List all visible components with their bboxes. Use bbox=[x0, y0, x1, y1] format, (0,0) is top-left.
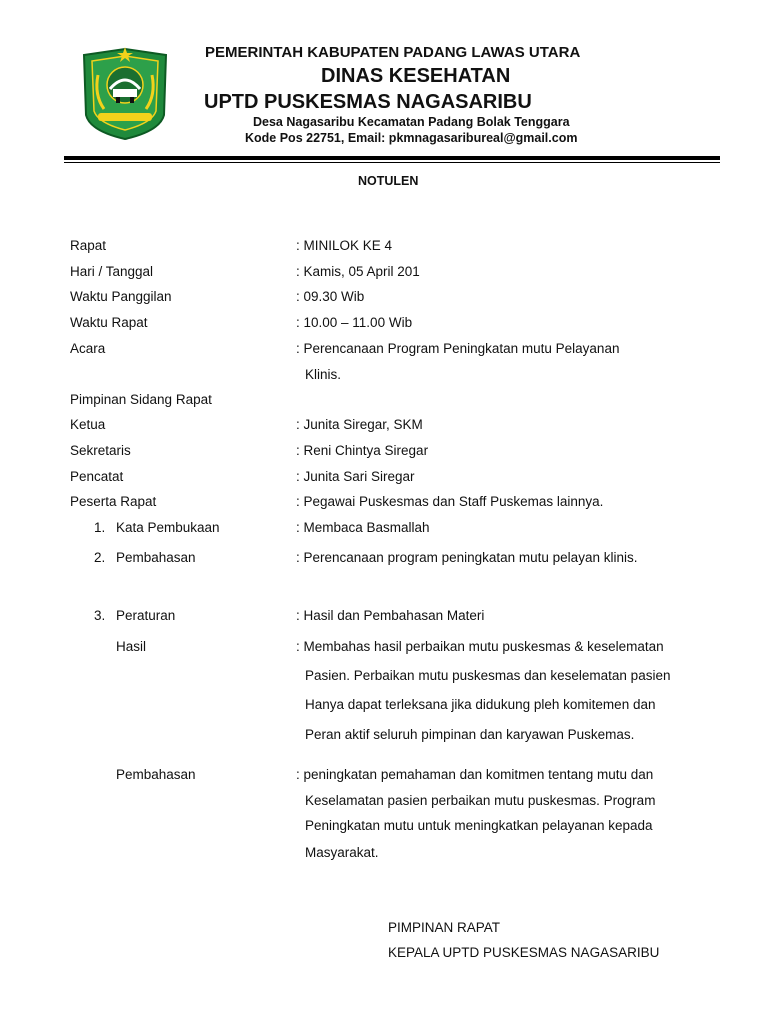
field-label-panggilan: Waktu Panggilan bbox=[70, 289, 172, 304]
pembahasan-line-1: : peningkatan pemahaman dan komitmen tentang mutu dan bbox=[296, 767, 654, 782]
field-label-pimpinan: Pimpinan Sidang Rapat bbox=[70, 392, 212, 407]
regency-logo bbox=[80, 45, 170, 141]
field-value-acara: : Perencanaan Program Peningkatan mutu Pelayanan bbox=[296, 341, 620, 356]
header-agency: DINAS KESEHATAN bbox=[321, 65, 511, 87]
field-label-pencatat: Pencatat bbox=[70, 469, 124, 484]
header-unit: UPTD PUSKESMAS NAGASARIBU bbox=[204, 91, 532, 113]
document-title: NOTULEN bbox=[358, 174, 419, 188]
signature-position: KEPALA UPTD PUSKESMAS NAGASARIBU bbox=[388, 945, 660, 960]
field-value-panggilan: : 09.30 Wib bbox=[296, 289, 365, 304]
hasil-line-1: : Membahas hasil perbaikan mutu puskesmas & keselematan bbox=[296, 639, 664, 654]
hasil-line-2: Pasien. Perbaikan mutu puskesmas dan keselematan pasien bbox=[305, 668, 671, 683]
item-number-3: 3. bbox=[94, 608, 106, 623]
item-label-1: Kata Pembukaan bbox=[116, 520, 220, 535]
field-value-rapat: : MINILOK KE 4 bbox=[296, 238, 393, 253]
field-label-acara: Acara bbox=[70, 341, 106, 356]
item-value-2: : Perencanaan program peningkatan mutu pelayan klinis. bbox=[296, 550, 638, 565]
field-value-tanggal: : Kamis, 05 April 201 bbox=[296, 264, 420, 279]
item-value-1: : Membaca Basmallah bbox=[296, 520, 430, 535]
item-value-3: : Hasil dan Pembahasan Materi bbox=[296, 608, 485, 623]
header-government: PEMERINTAH KABUPATEN PADANG LAWAS UTARA bbox=[205, 44, 581, 61]
header-divider-thin bbox=[64, 162, 720, 163]
field-value-sekretaris: : Reni Chintya Siregar bbox=[296, 443, 429, 458]
item-number-2: 2. bbox=[94, 550, 106, 565]
field-label-peserta: Peserta Rapat bbox=[70, 494, 157, 509]
item-number-1: 1. bbox=[94, 520, 106, 535]
pembahasan-line-2: Keselamatan pasien perbaikan mutu puskesmas. Program bbox=[305, 793, 656, 808]
hasil-line-4: Peran aktif seluruh pimpinan dan karyawan Puskemas. bbox=[305, 727, 635, 742]
field-value-ketua: : Junita Siregar, SKM bbox=[296, 417, 423, 432]
header-address: Desa Nagasaribu Kecamatan Padang Bolak Tenggara bbox=[253, 115, 570, 129]
item-label-2: Pembahasan bbox=[116, 550, 196, 565]
header-contact: Kode Pos 22751, Email: pkmnagasaribureal@gmail.com bbox=[245, 131, 578, 145]
field-value-acara-cont: Klinis. bbox=[305, 367, 342, 382]
pembahasan-label: Pembahasan bbox=[116, 767, 196, 782]
field-value-waktu: : 10.00 – 11.00 Wib bbox=[296, 315, 413, 330]
field-value-peserta: : Pegawai Puskesmas dan Staff Puskemas lainnya. bbox=[296, 494, 604, 509]
hasil-line-3: Hanya dapat terleksana jika didukung pleh komitemen dan bbox=[305, 697, 656, 712]
field-label-tanggal: Hari / Tanggal bbox=[70, 264, 154, 279]
signature-title: PIMPINAN RAPAT bbox=[388, 920, 501, 935]
hasil-label: Hasil bbox=[116, 639, 147, 654]
field-label-waktu: Waktu Rapat bbox=[70, 315, 148, 330]
field-value-pencatat: : Junita Sari Siregar bbox=[296, 469, 415, 484]
pembahasan-line-3: Peningkatan mutu untuk meningkatkan pelayanan kepada bbox=[305, 818, 653, 833]
field-label-rapat: Rapat bbox=[70, 238, 107, 253]
header-divider-thick bbox=[64, 156, 720, 160]
field-label-ketua: Ketua bbox=[70, 417, 106, 432]
pembahasan-line-4: Masyarakat. bbox=[305, 845, 379, 860]
field-label-sekretaris: Sekretaris bbox=[70, 443, 131, 458]
item-label-3: Peraturan bbox=[116, 608, 176, 623]
